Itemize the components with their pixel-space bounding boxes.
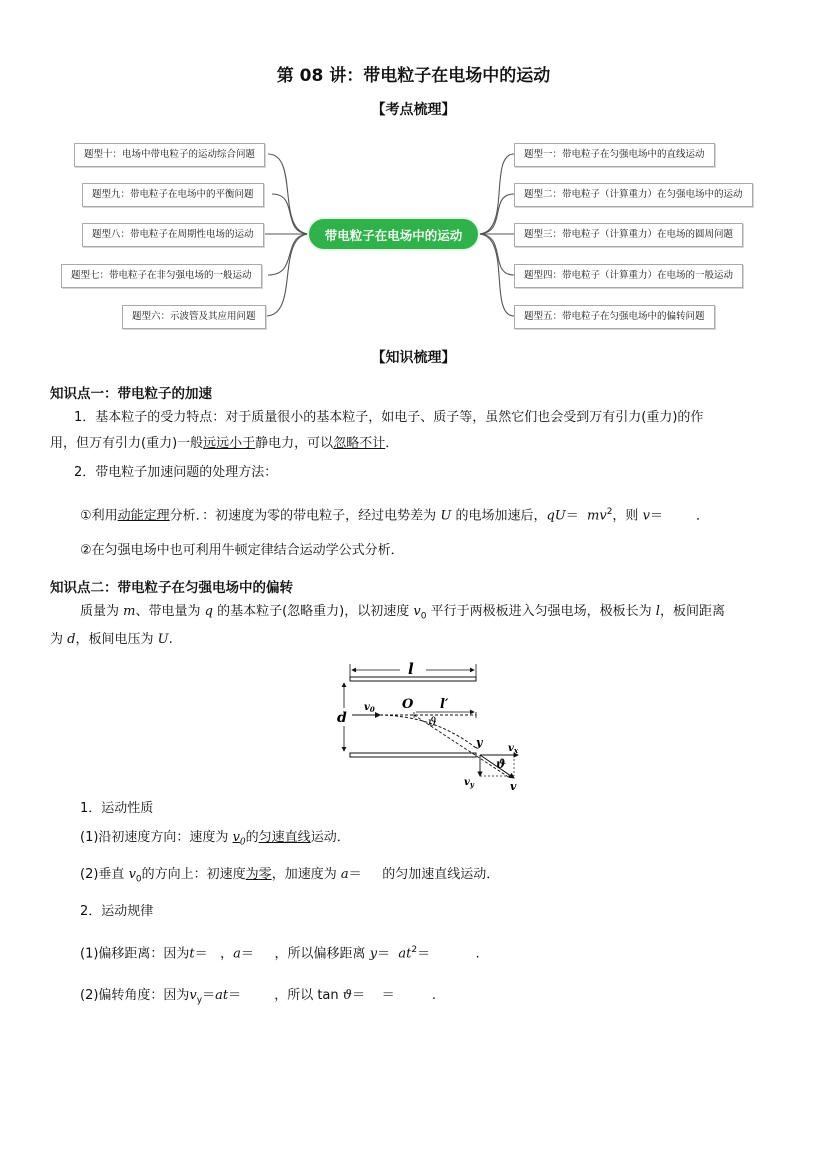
var-v0: v	[128, 867, 136, 882]
subscript: y	[196, 995, 203, 1006]
label-theta-1: ϑ	[428, 715, 437, 729]
kp1-paragraph-4: ②在匀强电场中也可利用牛顿定律结合运动学公式分析．	[80, 543, 404, 558]
text: (1)沿初速度方向：速度为	[80, 830, 229, 845]
label-d: d	[337, 710, 347, 726]
text: ＝	[228, 988, 242, 1003]
label-theta-2: ϑ	[496, 757, 507, 771]
kp2-motion-heading: 1．运动性质	[80, 801, 154, 816]
var-theta: ϑ	[342, 988, 353, 1003]
text: 分析．：初速度为零的带电粒子，经过电势差为	[169, 508, 437, 524]
var-d: d	[67, 632, 76, 647]
text: 为	[50, 632, 64, 647]
var-at: at	[215, 988, 229, 1003]
mindmap-topic-9: 题型九：带电粒子在电场中的平衡问题	[82, 183, 264, 207]
text: ，加速度为	[271, 867, 337, 882]
var-a: a	[233, 946, 241, 962]
section-heading-exam-points: 【考点梳理】	[371, 102, 456, 118]
text: ，所以 tan	[274, 988, 339, 1003]
text: ①利用	[80, 508, 118, 524]
mindmap-topic-1: 题型一：带电粒子在匀强电场中的直线运动	[514, 143, 715, 167]
text: 质量为	[80, 604, 120, 619]
bottom-plate	[350, 753, 476, 757]
text: ＝	[417, 946, 431, 962]
var-v0: v	[413, 604, 421, 619]
text: ＝	[565, 508, 579, 524]
text: ＝	[194, 946, 208, 962]
text: ．	[696, 508, 710, 524]
var-t: t	[189, 946, 195, 962]
underlined-answer: 忽略不计	[333, 436, 386, 451]
text: 、带电量为	[135, 604, 201, 619]
var-vy: v	[189, 988, 197, 1003]
text: 静电力，可以	[255, 436, 334, 451]
kp2-intro-line-1	[80, 599, 725, 630]
text: ，则	[612, 508, 639, 524]
mindmap-topic-8: 题型八：带电粒子在周期性电场的运动	[82, 223, 264, 247]
text: ＝	[377, 946, 391, 962]
var-v: v	[642, 508, 650, 524]
page-title: 第 08 讲：带电粒子在电场中的运动	[276, 66, 551, 86]
text: 的匀加速直线运动．	[382, 867, 500, 882]
text: 平行于两极板进入匀强电场，极板长为	[430, 604, 652, 619]
mindmap-topic-10: 题型十：电场中带电粒子的运动综合问题	[74, 143, 265, 167]
label-O: O	[402, 697, 414, 712]
underlined-answer: 匀速直线	[258, 830, 311, 845]
text: (1)偏移距离：因为	[80, 946, 190, 962]
mindmap-center-topic: 带电粒子在电场中的运动	[307, 217, 480, 251]
label-vx: $v_x$	[508, 743, 518, 755]
mindmap-topic-3: 题型三：带电粒子（计算重力）在电场的圆周问题	[514, 223, 743, 247]
text: 的	[245, 830, 259, 845]
var-q: q	[204, 604, 213, 619]
text: ＝	[352, 988, 366, 1003]
kp2-motion-line-1	[80, 825, 350, 856]
var-m: m	[123, 604, 136, 619]
kp2-rules-heading: 2．运动规律	[80, 904, 154, 919]
var-mv: mv	[587, 508, 607, 524]
text: (2)偏转角度：因为	[80, 988, 190, 1003]
var-at: at	[398, 946, 412, 962]
text: .	[431, 988, 436, 1003]
text: ．	[385, 436, 399, 451]
underlined-answer: 动能定理	[117, 508, 170, 524]
mindmap-topic-5: 题型五：带电粒子在匀强电场中的偏转问题	[514, 305, 715, 329]
text: 的电场加速后，	[455, 508, 547, 524]
text: ，板间距离	[659, 604, 725, 619]
text: ＝	[240, 946, 254, 962]
kp2-title: 知识点二：带电粒子在匀强电场中的偏转	[50, 580, 293, 596]
label-y: y	[476, 736, 483, 749]
var-a: a	[340, 867, 349, 882]
mindmap-topic-4: 题型四：带电粒子（计算重力）在电场的一般运动	[514, 264, 743, 288]
kp1-title: 知识点一：带电粒子的加速	[50, 386, 212, 402]
text: ＝	[348, 867, 362, 882]
label-v0: $v_0$	[364, 702, 375, 714]
text: 的方向上：初速度	[141, 867, 246, 882]
superscript: 2	[606, 507, 613, 517]
kp1-paragraph-1b	[50, 431, 398, 457]
var-y: y	[369, 946, 378, 962]
kp2-intro-line-2	[50, 627, 173, 653]
kp1-paragraph-1a: 1．基本粒子的受力特点：对于质量很小的基本粒子，如电子、质子等，虽然它们也会受到万有引力(重力)的作	[74, 410, 704, 425]
underlined-answer: $v_0$	[232, 830, 246, 848]
text: .	[475, 946, 480, 962]
label-v: v	[510, 780, 517, 792]
text: ＝	[381, 988, 395, 1003]
var-l: l	[655, 604, 660, 619]
mindmap-topic-6: 题型六：示波管及其应用问题	[122, 305, 266, 329]
kp2-rules-line-1	[80, 937, 480, 967]
subscript: 0	[135, 874, 142, 885]
text: ，板间电压为	[75, 632, 154, 647]
text: .	[168, 632, 173, 647]
subscript: 0	[420, 611, 427, 622]
deflection-diagram	[330, 660, 530, 792]
text: 用，但万有引力(重力)一般	[50, 436, 204, 451]
kp2-rules-line-2	[80, 983, 436, 1014]
label-l: l	[408, 660, 414, 678]
text: (2)垂直	[80, 867, 125, 882]
underlined-answer: 远远小于	[203, 436, 256, 451]
text: ，所以偏移距离	[274, 946, 366, 962]
text: ＝	[202, 988, 216, 1003]
underlined-answer: 为零	[245, 867, 272, 882]
text: ，	[220, 946, 234, 962]
kp1-paragraph-2: 2．带电粒子加速问题的处理方法：	[74, 465, 278, 480]
mindmap-topic-2: 题型二：带电粒子（计算重力）在匀强电场中的运动	[514, 183, 753, 207]
section-heading-knowledge: 【知识梳理】	[371, 350, 456, 366]
var-qU: qU	[546, 508, 566, 524]
text: ＝	[649, 508, 663, 524]
var-U: U	[157, 632, 169, 647]
label-vy: $v_y$	[464, 777, 474, 789]
text: 运动．	[310, 830, 350, 845]
text: 的基本粒子(忽略重力)，以初速度	[217, 604, 410, 619]
label-lprime: l′	[440, 697, 449, 712]
kp2-motion-line-2	[80, 862, 499, 893]
var-U: U	[440, 508, 452, 524]
kp1-paragraph-3	[80, 499, 709, 529]
superscript: 2	[411, 945, 418, 955]
mindmap-topic-7: 题型七：带电粒子在非匀强电场的一般运动	[61, 264, 262, 288]
